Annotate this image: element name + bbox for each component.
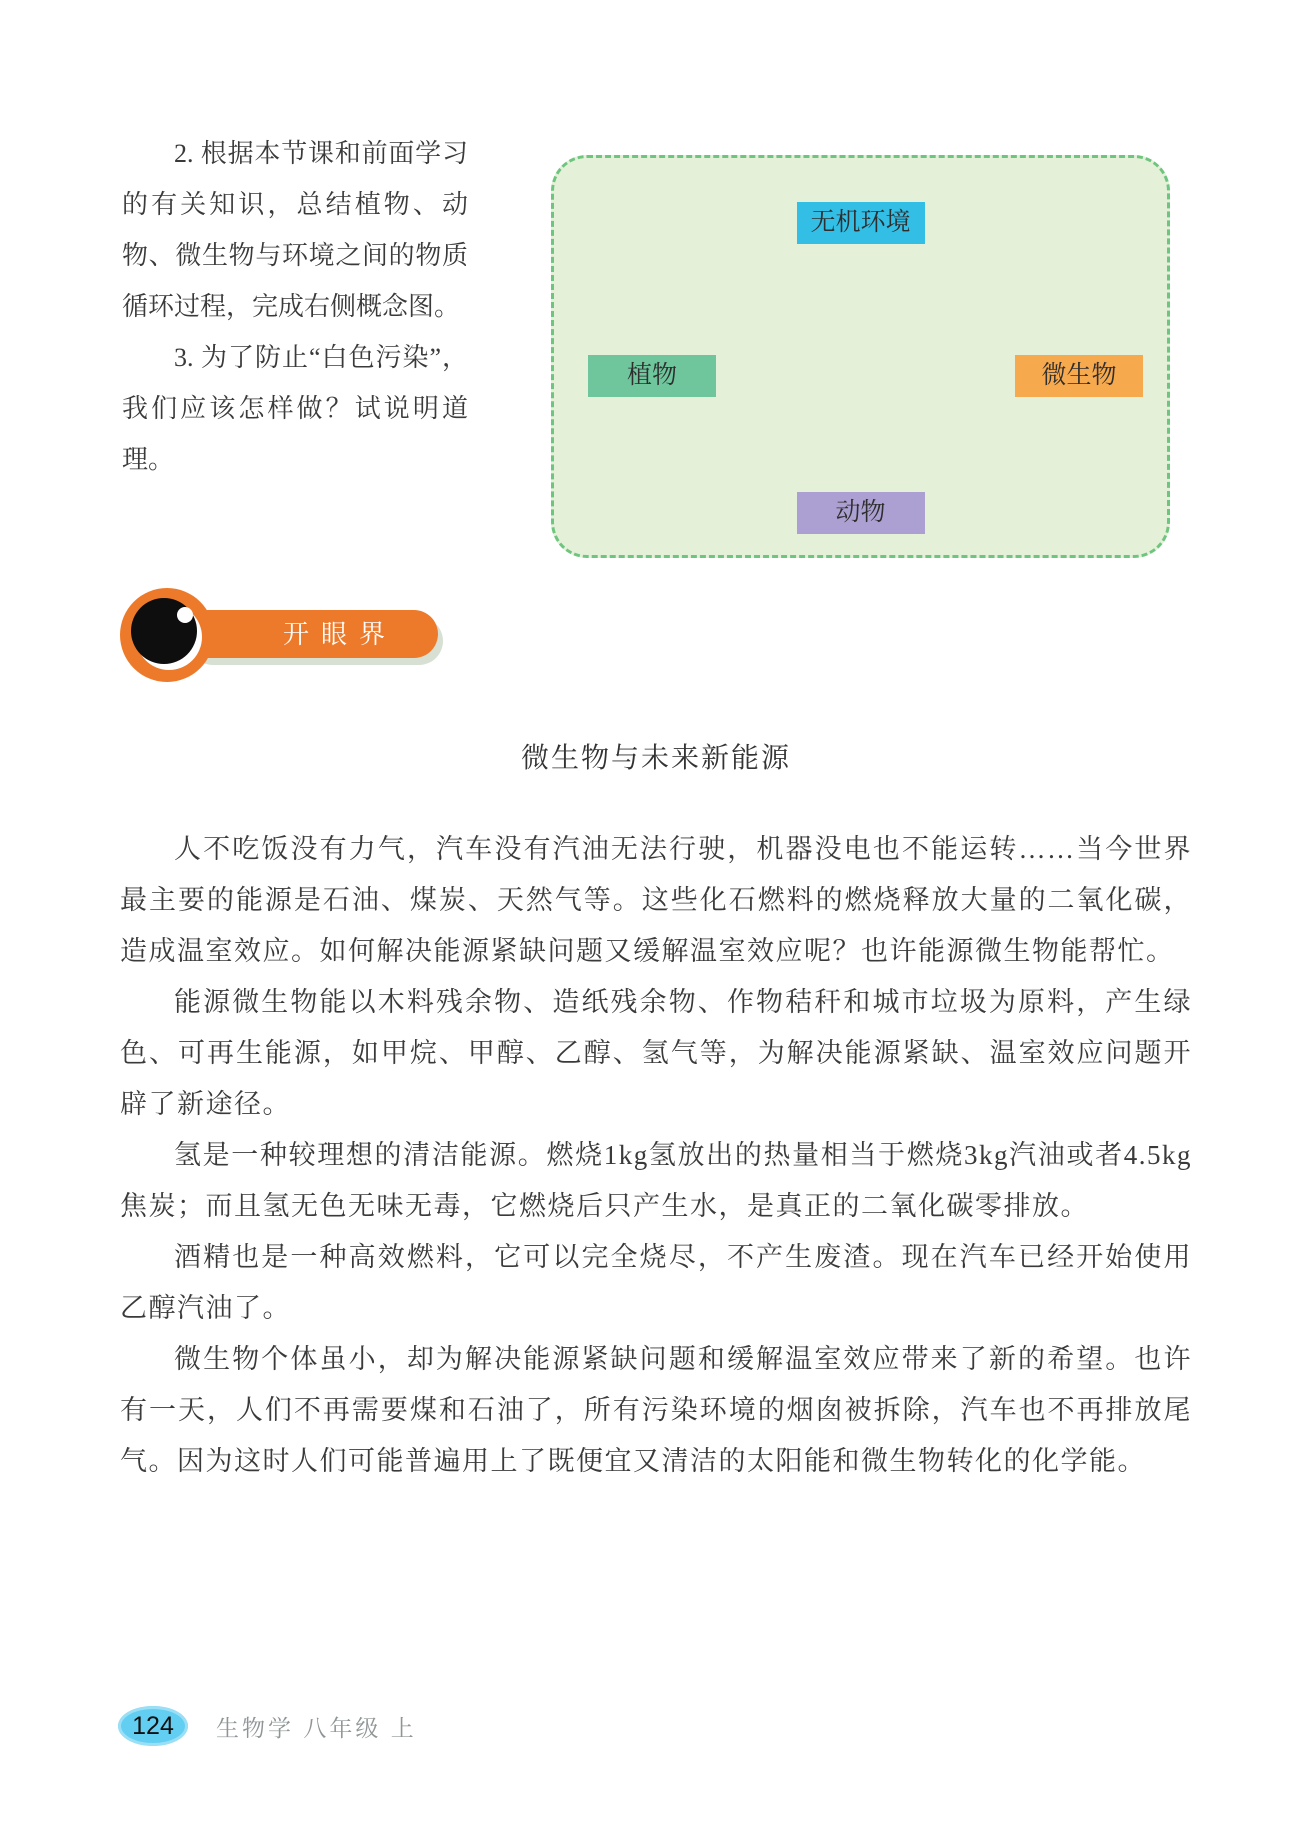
article-title: 微生物与未来新能源 xyxy=(520,743,791,774)
article-paragraph: 人不吃饭没有力气，汽车没有汽油无法行驶，机器没电也不能运转……当今世界最主要的能源是石油、煤炭、天然气等。这些化石燃料的燃烧释放大量的二氧化碳，造成温室效应。如何解决能源紧缺问题又缓解温室效应呢？也许能源微生物能帮忙。 xyxy=(120,834,1192,966)
article-paragraph: 能源微生物能以木料残余物、造纸残余物、作物秸秆和城市垃圾为原料，产生绿色、可再生能源，如甲烷、甲醇、乙醇、氢气等，为解决能源紧缺、温室效应问题开辟了新途径。 xyxy=(120,987,1192,1119)
article-paragraph: 微生物个体虽小，却为解决能源紧缺问题和缓解温室效应带来了新的希望。也许有一天，人们不再需要煤和石油了，所有污染环境的烟囱被拆除，汽车也不再排放尾气。因为这时人们可能普遍用上了既便宜又清洁的太阳能和微生物转化的化学能。 xyxy=(120,1344,1192,1476)
question-2: 2. 根据本节课和前面学习的有关知识，总结植物、动物、微生物与环境之间的物质循环过程，完成右侧概念图。 xyxy=(122,139,468,321)
book-title-label: 生物学 八年级 上 xyxy=(216,1714,417,1741)
section-badge xyxy=(120,586,460,686)
badge-pill xyxy=(184,610,438,658)
article xyxy=(120,718,1192,1487)
question-3: 3. 为了防止“白色污染”，我们应该怎样做？试说明道理。 xyxy=(122,343,468,474)
page-footer xyxy=(118,1706,417,1746)
eye-icon xyxy=(120,588,214,682)
page-number-badge: 124 xyxy=(118,1706,188,1746)
concept-node-microorganisms: 微生物 xyxy=(1015,355,1143,397)
eye-shine-dot xyxy=(177,607,193,623)
article-paragraph: 酒精也是一种高效燃料，它可以完全烧尽，不产生废渣。现在汽车已经开始使用乙醇汽油了。 xyxy=(120,1242,1192,1323)
concept-node-inorganic-environment: 无机环境 xyxy=(797,202,925,244)
section-badge-label: 开眼界 xyxy=(282,619,397,649)
article-paragraph: 氢是一种较理想的清洁能源。燃烧1kg氢放出的热量相当于燃烧3kg汽油或者4.5kg焦炭；而且氢无色无味无毒，它燃烧后只产生水，是真正的二氧化碳零排放。 xyxy=(120,1140,1192,1221)
concept-node-animals: 动物 xyxy=(797,492,925,534)
concept-map-panel xyxy=(551,155,1170,558)
exercise-questions xyxy=(122,128,468,485)
concept-node-plants: 植物 xyxy=(588,355,716,397)
